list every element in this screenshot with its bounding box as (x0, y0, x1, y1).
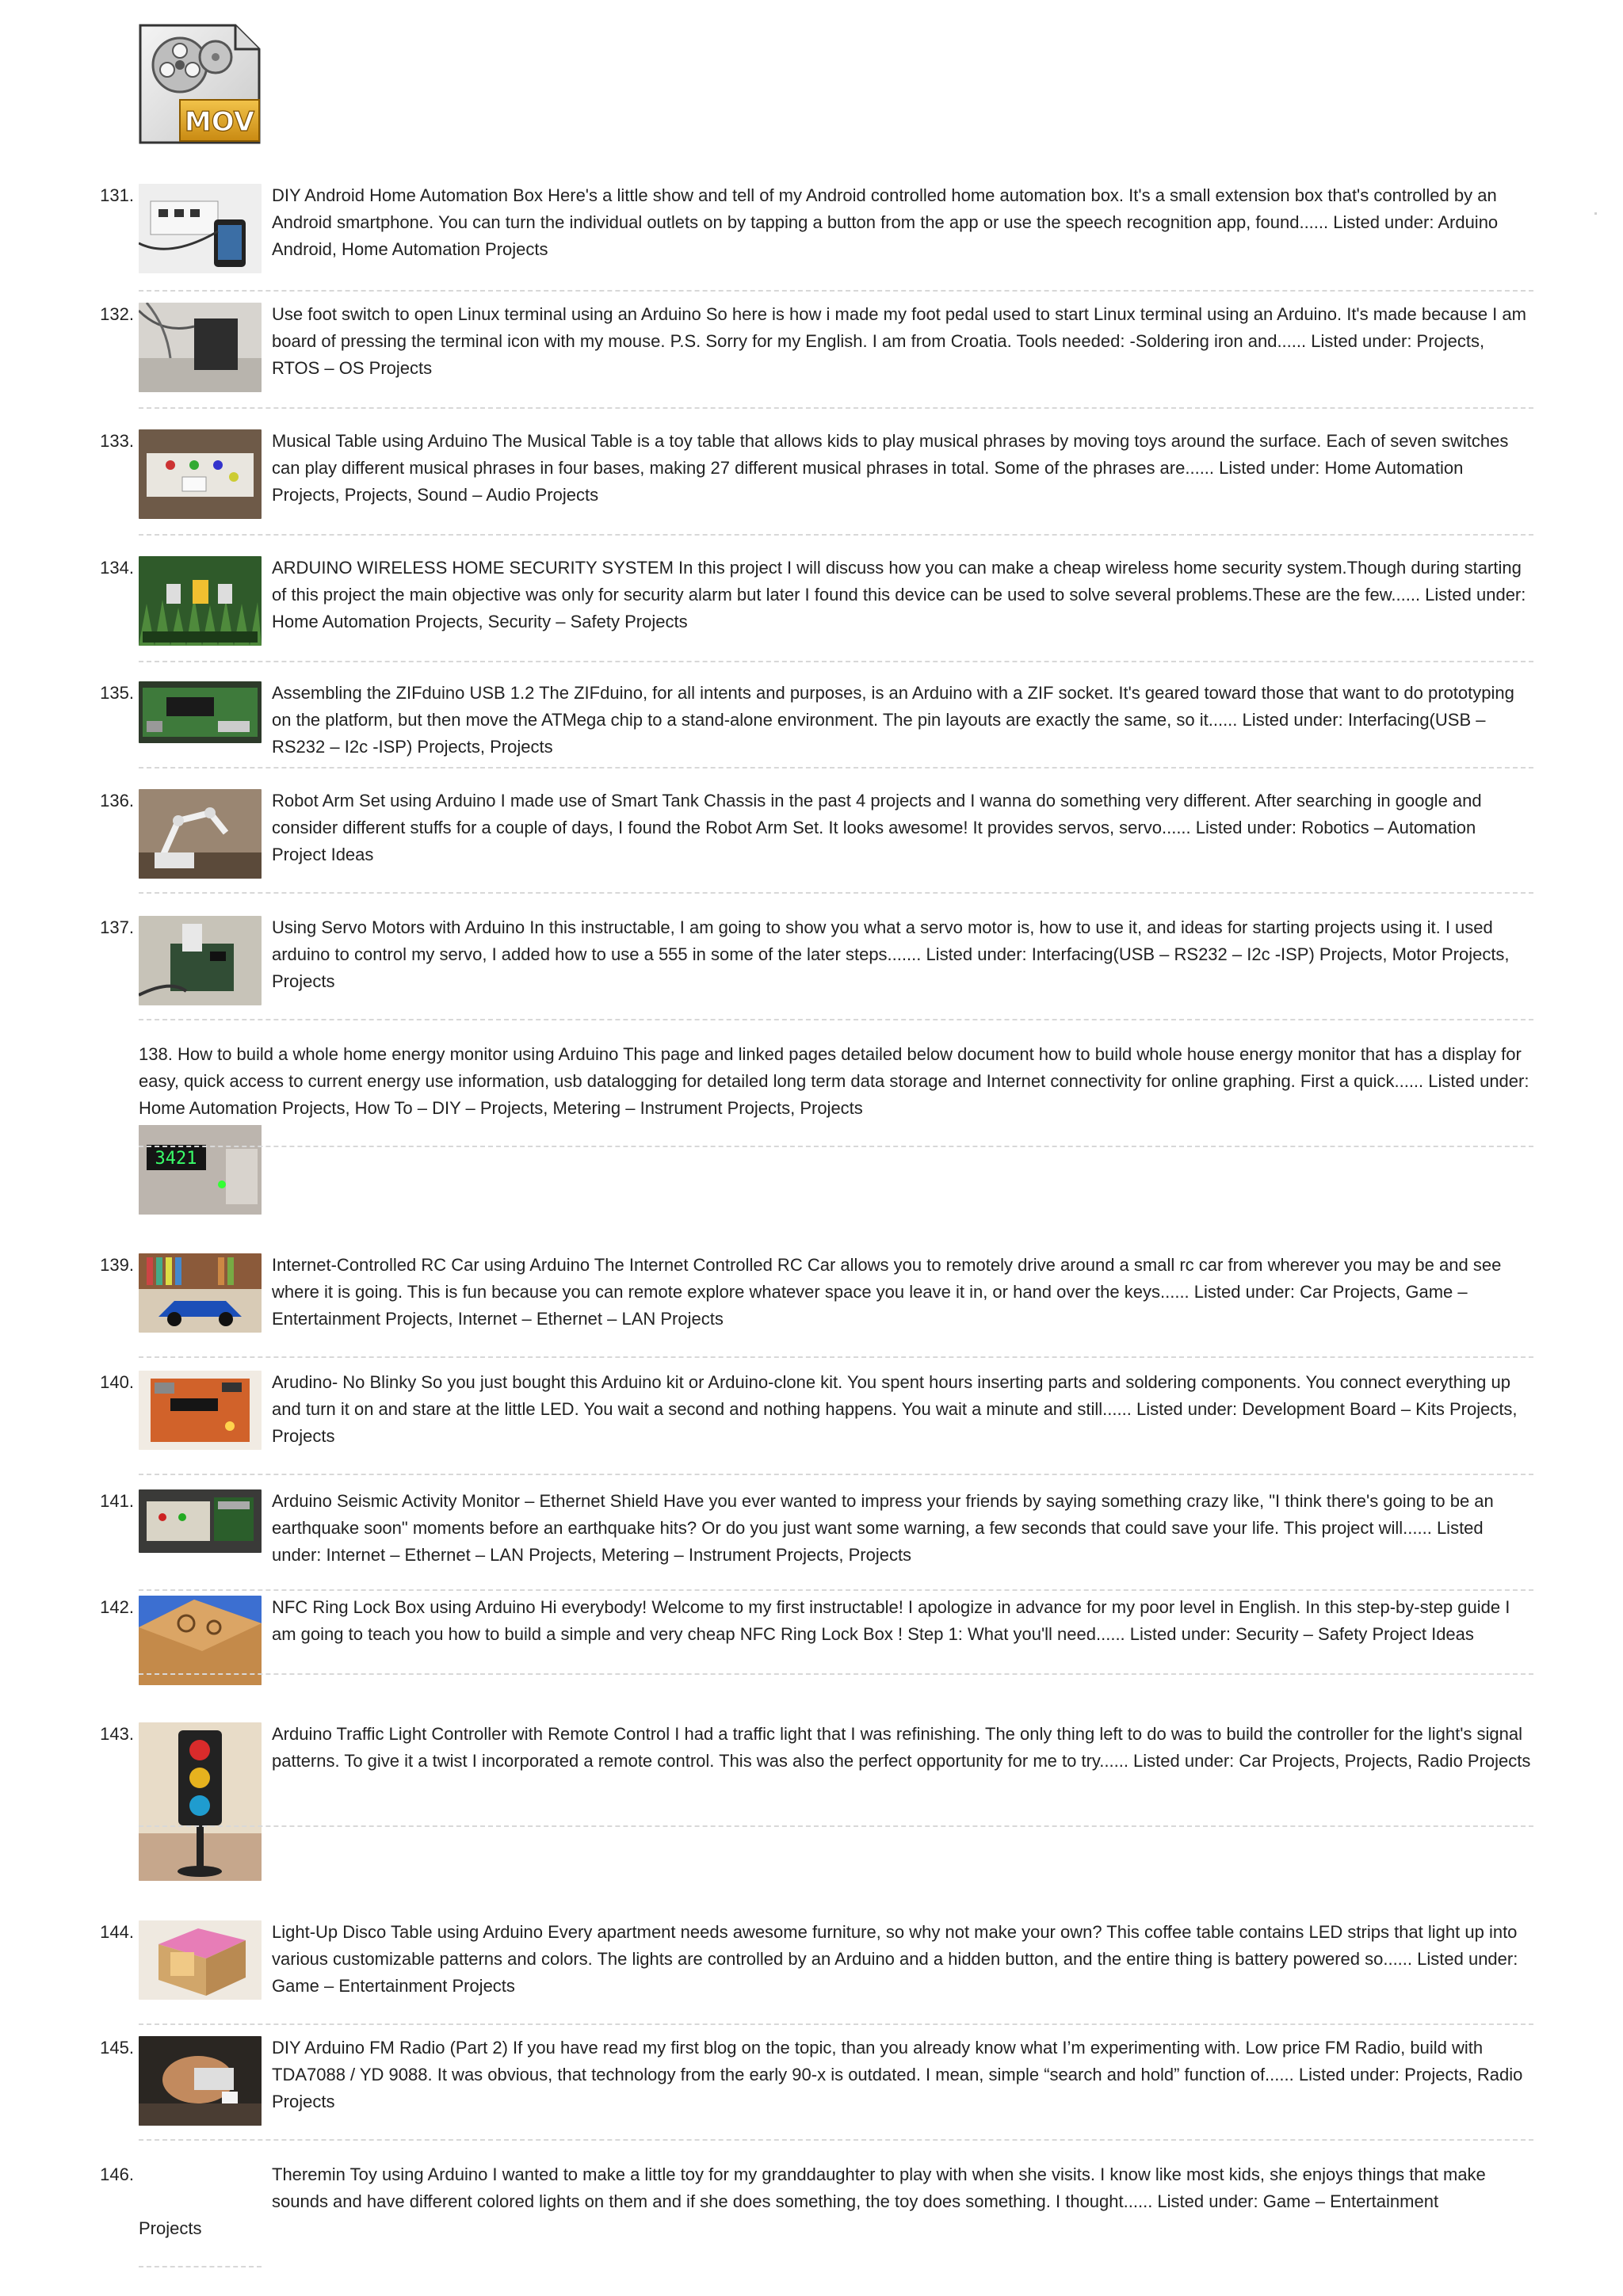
thumbnail-image[interactable] (139, 916, 262, 1005)
item-number: 143. (100, 1724, 134, 1744)
item-number: 137. (100, 917, 134, 937)
thumbnail-image[interactable] (139, 1125, 262, 1215)
item-text-body: How to build a whole home energy monitor using Arduino This page and linked pages detailed below document how to build whole house energy monitor that has a display for easy, quick access to current energy use information, usb datalogging for detailed long term data storage and Internet connectivity for online graphing. First a quick...... Listed under: Home Automation Projects, How To – DIY – Projects, Metering – Instrument Projects, Projects (139, 1044, 1529, 1118)
item-text: ARDUINO WIRELESS HOME SECURITY SYSTEM In this project I will discuss how you can make a cheap wireless home security system.Though during starting of this project the main objective was only for security alarm but later I found this device can be used to solve several problems.These are the few...... Listed under: Home Automation Projects, Security – Safety Projects (272, 558, 1526, 631)
thumbnail-image[interactable] (139, 1489, 262, 1553)
item-number: 132. (100, 304, 134, 324)
item-text: Use foot switch to open Linux terminal using an Arduino So here is how i made my foot pedal used to start Linux terminal using an Arduino. It's made because I am board of pressing the terminal icon with my mouse. P.S. Sorry for my English. I am from Croatia. Tools needed: -Soldering iron and...... Listed under: Projects, RTOS – OS Projects (272, 304, 1526, 378)
item-separator (139, 1825, 1533, 1827)
thumbnail-image[interactable] (139, 1253, 262, 1333)
thumbnail-image[interactable] (139, 1920, 262, 2000)
item-text: NFC Ring Lock Box using Arduino Hi everybody! Welcome to my first instructable! I apologize in advance for my poor level in English. In this step-by-step guide I am going to teach you how to build a simple and very cheap NFC Ring Lock Box ! Step 1: What you'll need...... Listed under: Security – Safety Project Ideas (272, 1597, 1510, 1644)
item-text: Arduino Seismic Activity Monitor – Ethernet Shield Have you ever wanted to impress your friends by saying something crazy like, "I think there's going to be an earthquake soon" moments before an earthquake hits? Or do you just want some warning, a few seconds that could save your life. This project will...... Listed under: Internet – Ethernet – LAN Projects, Metering – Instrument Projects, Projects (272, 1491, 1494, 1565)
thumbnail-image[interactable] (139, 429, 262, 519)
item-separator (139, 407, 1533, 409)
thumbnail-image[interactable] (139, 303, 262, 392)
thumbnail-image[interactable] (139, 1722, 262, 1881)
item-number: 146. (100, 2164, 134, 2184)
item-text-tail: Projects (139, 2218, 202, 2238)
item-text: Internet-Controlled RC Car using Arduino The Internet Controlled RC Car allows you to remotely drive around a small rc car from wherever you may be and see where it is going. This is fun because you can remote explore whatever space you leave it in, or hand over the keys...... Listed under: Car Projects, Game – Entertainment Projects, Internet – Ethernet – LAN Projects (272, 1255, 1502, 1329)
item-number: 133. (100, 431, 134, 451)
thumbnail-image[interactable] (139, 1371, 262, 1450)
item-text: Theremin Toy using Arduino I wanted to make a little toy for my granddaughter to play with when she visits. I know like most kids, she enjoys things that make sounds and have different colored lights on them and if she does something, the toy does something. I thought...... Listed under: Game – Entertainment (272, 2164, 1486, 2211)
item-number: 138. (139, 1044, 173, 1064)
svg-text:MOV: MOV (184, 106, 255, 138)
item-number: 134. (100, 558, 134, 578)
item-separator (139, 2266, 262, 2267)
mov-file-icon[interactable] (139, 24, 262, 144)
thumbnail-image[interactable] (139, 789, 262, 879)
thumbnail-image[interactable] (139, 556, 262, 646)
item-number: 139. (100, 1255, 134, 1275)
item-text: Light-Up Disco Table using Arduino Every apartment needs awesome furniture, so why not make your own? This coffee table contains LED strips that light up into various customizable patterns and colors. The lights are controlled by an Arduino and a hidden button, and the entire thing is battery powered so...... Listed under: Game – Entertainment Projects (272, 1922, 1518, 1996)
item-separator (139, 661, 1533, 662)
item-number: 144. (100, 1922, 134, 1942)
item-number: 140. (100, 1372, 134, 1392)
item-text: Arduino Traffic Light Controller with Remote Control I had a traffic light that I was refinishing. The only thing left to do was to build the controller for the light's signal patterns. To give it a twist I incorporated a remote control. This was also the perfect opportunity for me to try...... Listed under: Car Projects, Projects, Radio Projects (272, 1724, 1531, 1771)
thumbnail-image[interactable] (139, 681, 262, 743)
item-separator (139, 767, 1533, 769)
item-text: DIY Arduino FM Radio (Part 2) If you have read my first blog on the topic, than you already know what I’m experimenting with. Low price FM Radio, build with TDA7088 / YD 9088. It was obvious, that technology from the early 90-x is outdated. I mean, simple “search and hold” function of...... Listed under: Projects, Radio Projects (272, 2038, 1523, 2111)
item-separator (139, 534, 1533, 536)
item-text: Using Servo Motors with Arduino In this instructable, I am going to show you what a servo motor is, how to use it, and ideas for starting projects using it. I used arduino to control my servo, I added how to use a 555 in some of the later steps....... Listed under: Interfacing(USB – RS232 – I2c -ISP) Projects, Motor Projects, Projects (272, 917, 1510, 991)
item-number: 142. (100, 1597, 134, 1617)
thumbnail-image[interactable] (139, 1596, 262, 1685)
item-separator (139, 2139, 1533, 2141)
item-separator (139, 2023, 1533, 2025)
item-text: Robot Arm Set using Arduino I made use of Smart Tank Chassis in the past 4 projects and I wanna do something very different. After searching in google and consider different stuffs for a couple of days, I found the Robot Arm Set. It looks awesome! It provides servos, servo...... Listed under: Robotics – Automation Project Ideas (272, 791, 1482, 864)
item-separator (139, 1474, 1533, 1475)
item-separator (139, 1146, 1533, 1147)
item-separator (139, 1019, 1533, 1020)
decorative-dot (1594, 212, 1597, 215)
thumbnail-image[interactable] (139, 184, 262, 273)
item-text: Musical Table using Arduino The Musical Table is a toy table that allows kids to play musical phrases by moving toys around the surface. Each of seven switches can play different musical phrases in four bases, making 27 different musical phrases in total. Some of the phrases are...... Listed under: Home Automation Projects, Projects, Sound – Audio Projects (272, 431, 1509, 505)
item-number: 145. (100, 2038, 134, 2058)
item-separator (139, 1673, 1533, 1675)
item-text: Arudino- No Blinky So you just bought this Arduino kit or Arduino-clone kit. You spent hours inserting parts and soldering components. You connect everything up and turn it on and stare at the little LED. You wait a second and nothing happens. You wait a minute and still...... Listed under: Development Board – Kits Projects, Projects (272, 1372, 1518, 1446)
item-text (139, 1041, 1533, 1122)
item-text: DIY Android Home Automation Box Here's a little show and tell of my Android controlled home automation box. It's a small extension box that's controlled by an Android smartphone. You can turn the individual outlets on by tapping a button from the app or use the speech recognition app, found...... Listed under: Arduino Android, Home Automation Projects (272, 185, 1499, 259)
item-number: 135. (100, 683, 134, 703)
item-text: Assembling the ZIFduino USB 1.2 The ZIFduino, for all intents and purposes, is an Arduino with a ZIF socket. It's geared toward those that want to do prototyping on the platform, but then move the ATMega chip to a stand-alone environment. The pin layouts are exactly the same, so it...... Listed under: Interfacing(USB – RS232 – I2c -ISP) Projects, Projects (272, 683, 1514, 757)
item-separator (139, 1589, 1533, 1591)
item-separator (139, 1356, 1533, 1358)
svg-text:3421: 3421 (155, 1149, 197, 1169)
item-number: 141. (100, 1491, 134, 1511)
item-number: 136. (100, 791, 134, 810)
thumbnail-image[interactable] (139, 2036, 262, 2126)
item-separator (139, 290, 1533, 292)
item-separator (139, 892, 1533, 894)
item-number: 131. (100, 185, 134, 205)
